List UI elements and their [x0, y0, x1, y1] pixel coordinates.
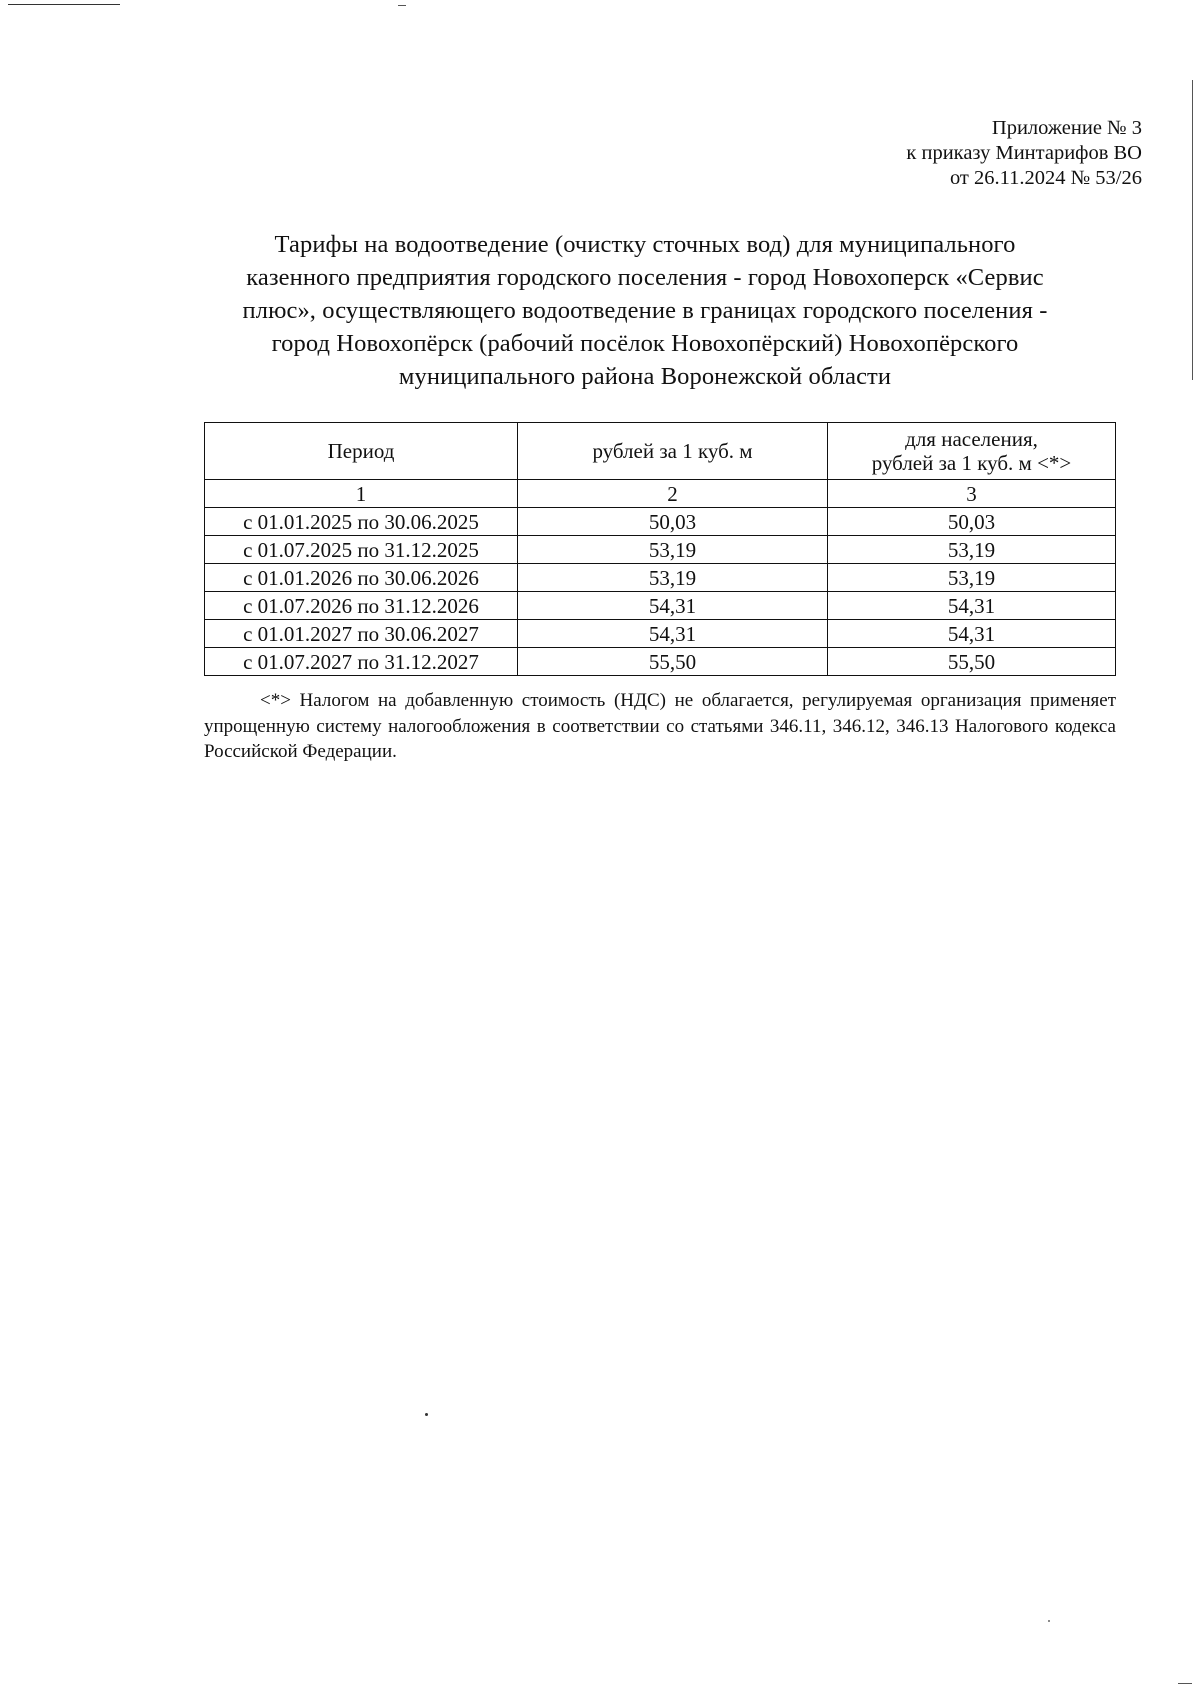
- table-row: [205, 592, 1116, 620]
- title-line: казенного предприятия городского поселения - город Новохоперск «Сервис: [246, 264, 1044, 291]
- table-row: [205, 508, 1116, 536]
- column-number: 1: [205, 480, 518, 508]
- header-rub-per-m3: рублей за 1 куб. м: [518, 423, 828, 480]
- header-population: [828, 423, 1116, 480]
- table-row: [205, 648, 1116, 676]
- column-number-row: [205, 480, 1116, 508]
- cell-period: с 01.01.2026 по 30.06.2026: [205, 564, 518, 592]
- column-number: 3: [828, 480, 1116, 508]
- title-line: город Новохопёрск (рабочий посёлок Новохопёрский) Новохопёрского: [271, 330, 1019, 357]
- cell-rate: 53,19: [518, 536, 828, 564]
- cell-population-rate: 54,31: [828, 592, 1116, 620]
- cell-rate: 53,19: [518, 564, 828, 592]
- cell-population-rate: 55,50: [828, 648, 1116, 676]
- scan-artifact-line: [8, 4, 120, 5]
- scan-artifact-tick: [398, 5, 406, 6]
- title-line: муниципального района Воронежской области: [398, 363, 892, 390]
- footnote: <*> Налогом на добавленную стоимость (НДС) не облагается, регулируемая организация применяет упрощенную систему налогообложения в соответствии со статьями 346.11, 346.12, 346.13 Налогового кодекса Российской Федерации.: [204, 690, 1116, 762]
- header-period: Период: [205, 423, 518, 480]
- cell-rate: 50,03: [518, 508, 828, 536]
- cell-period: с 01.07.2025 по 31.12.2025: [205, 536, 518, 564]
- column-number: 2: [518, 480, 828, 508]
- table-header-row: [205, 423, 1116, 480]
- appendix-number: Приложение № 3: [991, 117, 1142, 139]
- title-line: плюс», осуществляющего водоотведение в границах городского поселения -: [242, 297, 1048, 324]
- appendix-reference: [906, 116, 1142, 191]
- cell-rate: 55,50: [518, 648, 828, 676]
- table-row: [205, 536, 1116, 564]
- cell-period: с 01.07.2026 по 31.12.2026: [205, 592, 518, 620]
- cell-rate: 54,31: [518, 592, 828, 620]
- cell-rate: 54,31: [518, 620, 828, 648]
- cell-period: с 01.01.2027 по 30.06.2027: [205, 620, 518, 648]
- document-title: [205, 228, 1085, 393]
- cell-period: с 01.07.2027 по 31.12.2027: [205, 648, 518, 676]
- scan-artifact-edge: [1192, 80, 1193, 380]
- appendix-order: к приказу Минтарифов ВО: [906, 142, 1142, 164]
- header-population-line: для населения,: [905, 427, 1038, 451]
- cell-population-rate: 50,03: [828, 508, 1116, 536]
- cell-population-rate: 53,19: [828, 536, 1116, 564]
- scan-artifact-tick: [1178, 1683, 1192, 1684]
- scan-artifact-dot: [1048, 1620, 1050, 1622]
- cell-period: с 01.01.2025 по 30.06.2025: [205, 508, 518, 536]
- table-row: [205, 620, 1116, 648]
- appendix-date: от 26.11.2024 № 53/26: [949, 167, 1142, 189]
- scan-artifact-dot: [425, 1413, 428, 1416]
- table-row: [205, 564, 1116, 592]
- title-line: Тарифы на водоотведение (очистку сточных вод) для муниципального: [274, 231, 1016, 258]
- tariff-table: [204, 422, 1116, 676]
- cell-population-rate: 53,19: [828, 564, 1116, 592]
- cell-population-rate: 54,31: [828, 620, 1116, 648]
- header-population-line: рублей за 1 куб. м <*>: [871, 451, 1072, 475]
